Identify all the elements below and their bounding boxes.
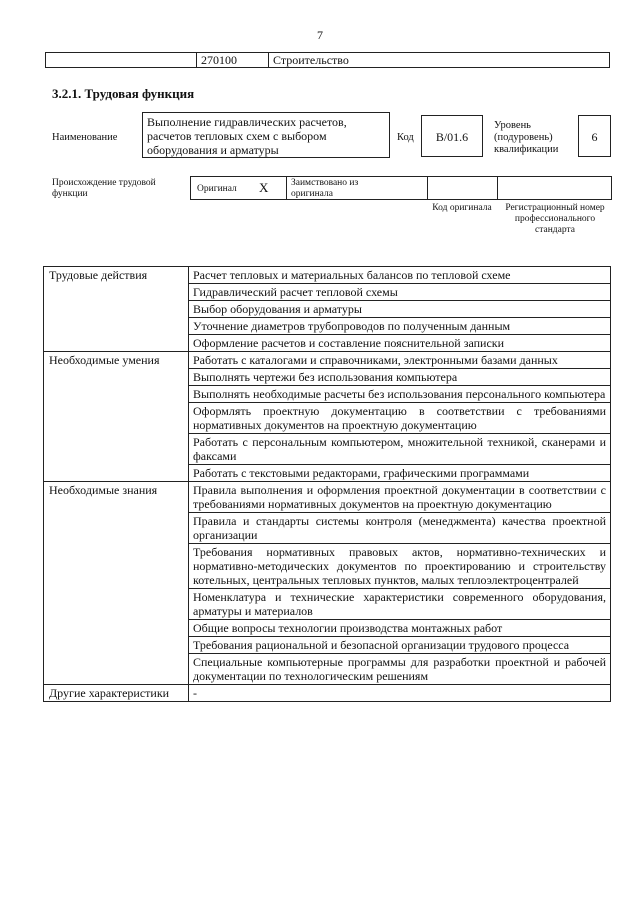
requirement-item: Оформлять проектную документацию в соответствии с требованиями нормативных документов на проектную документацию [189, 403, 611, 434]
origin-label: Происхождение трудовой функции [52, 178, 156, 199]
requirements-table [43, 266, 611, 702]
requirement-item: Правила выполнения и оформления проектной документации в соответствии с требованиями нормативных документов на проектную документацию [189, 482, 611, 513]
name-cell: Строительство [273, 53, 349, 67]
table-row [44, 685, 611, 702]
requirement-item: Работать с персональным компьютером, множительной техникой, сканерами и факсами [189, 434, 611, 465]
reg-number-label: Регистрационный номер профессионального стандарта [505, 203, 605, 235]
borrowed-label: Заимствовано из оригинала [291, 178, 359, 199]
origin-box [190, 176, 612, 200]
level-value-box: 6 [578, 115, 611, 157]
requirement-item: Гидравлический расчет тепловой схемы [189, 284, 611, 301]
code-original-label: Код оригинала [432, 203, 492, 213]
section-heading: Другие характеристики [44, 685, 189, 702]
code-label: Код [397, 132, 414, 143]
requirement-item: Общие вопросы технологии производства монтажных работ [189, 620, 611, 637]
function-name-box: Выполнение гидравлических расчетов, расчетов тепловых схем с выбором оборудования и арматуры [142, 112, 390, 158]
section-heading: Трудовые действия [44, 267, 189, 352]
requirement-item: Номенклатура и технические характеристики современного оборудования, арматуры и материалов [189, 589, 611, 620]
requirement-item: Выбор оборудования и арматуры [189, 301, 611, 318]
requirement-item: Выполнять необходимые расчеты без использования персонального компьютера [189, 386, 611, 403]
name-label: Наименование [52, 132, 118, 143]
section-title: 3.2.1. Трудовая функция [52, 86, 195, 101]
requirement-item: Выполнять чертежи без использования компьютера [189, 369, 611, 386]
function-code-box: B/01.6 [421, 115, 483, 157]
section-heading: Необходимые знания [44, 482, 189, 685]
requirement-item: Оформление расчетов и составление пояснительной записки [189, 335, 611, 352]
level-label: Уровень (подуровень) квалификации [494, 120, 559, 155]
table-row [44, 267, 611, 284]
section-heading: Необходимые умения [44, 352, 189, 482]
empty-cell [46, 53, 197, 67]
table-row [44, 352, 611, 369]
requirement-item: Специальные компьютерные программы для разработки проектной и рабочей документации по технологическим решениям [189, 654, 611, 685]
page-number: 7 [317, 28, 323, 42]
table-row [44, 482, 611, 513]
requirement-item: Работать с каталогами и справочниками, электронными базами данных [189, 352, 611, 369]
original-mark: X [259, 180, 269, 195]
requirement-item: Уточнение диаметров трубопроводов по полученным данным [189, 318, 611, 335]
requirement-item: Правила и стандарты системы контроля (менеджмента) качества проектной организации [189, 513, 611, 544]
original-label: Оригинал [197, 184, 237, 194]
code-row [45, 52, 610, 68]
requirement-item: Расчет тепловых и материальных балансов по тепловой схеме [189, 267, 611, 284]
requirement-item: Требования нормативных правовых актов, нормативно-технических и нормативно-методических документов по проектированию и строительству котельных, центральных тепловых пунктов, малых теплоэлектроцентралей [189, 544, 611, 589]
requirement-item: - [189, 685, 611, 702]
requirement-item: Работать с текстовыми редакторами, графическими программами [189, 465, 611, 482]
requirement-item: Требования рациональной и безопасной организации трудового процесса [189, 637, 611, 654]
code-cell: 270100 [197, 53, 269, 67]
